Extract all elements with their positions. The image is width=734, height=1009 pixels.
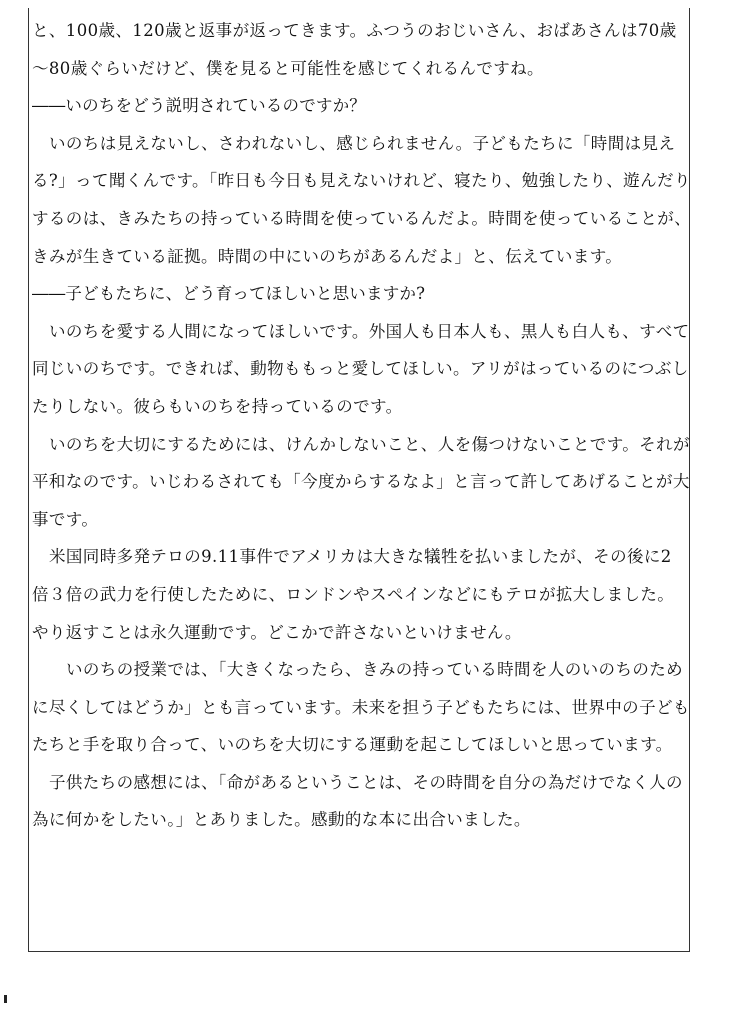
text-line: いのちの授業では、「大きくなったら、きみの持っている時間を人のいのちのため [66,660,684,680]
text-line: 同じいのちです。できれば、動物ももっと愛してほしい。アリがはっているのにつぶし [32,359,689,379]
scan-artifact-mark [4,995,7,1003]
text-line: いのちは見えないし、さわれないし、感じられません。子どもたちに「時間は見え [49,133,676,153]
text-line: いのちを大切にするためには、けんかしないこと、人を傷つけないことです。それが [49,434,690,454]
text-line: 倍３倍の武力を行使したために、ロンドンやスペインなどにもテロが拡大しました。 [32,584,675,604]
text-line: やり返すことは永久運動です。どこかで許さないといけません。 [32,622,522,642]
text-line: きみが生きている証拠。時間の中にいのちがあるんだよ」と、伝えています。 [32,246,623,266]
text-line: 平和なのです。いじわるされても「今度からするなよ」と言って許してあげることが大 [32,472,690,492]
text-line: たちと手を取り合って、いのちを大切にする運動を起こしてほしいと思っています。 [32,735,673,755]
text-line: 事です。 [32,509,99,529]
text-line: たりしない。彼らもいのちを持っているのです。 [32,396,403,416]
text-line: 為に何かをしたい。」とありました。感動的な本に出合いました。 [32,810,531,830]
text-line: 米国同時多発テロの9.11事件でアメリカは大きな犠牲を払いましたが、その後に2 [49,547,672,567]
interview-question: ――子どもたちに、どう育ってほしいと思いますか? [32,284,426,304]
text-line: に尽くしてはどうか」とも言っています。未来を担う子どもたちには、世界中の子ども [32,697,690,717]
text-line: 子供たちの感想には、「命があるということは、その時間を自分の為だけでなく人の [49,772,683,792]
text-line: と、100歳、120歳と返事が返ってきます。ふつうのおじいさん、おばあさんは70歳 [32,21,677,40]
interview-question: ――いのちをどう説明されているのですか？ [32,96,366,116]
text-line: するのは、きみたちの持っている時間を使っているんだよ。時間を使っていることが、 [32,208,692,228]
text-line: いのちを愛する人間になってほしいです。外国人も日本人も、黒人も白人も、すべて [49,321,690,341]
text-line: る?」って聞くんです。「昨日も今日も見えないけれど、寝たり、勉強したり、遊んだり [32,171,691,191]
document-body [32,12,692,839]
text-line: ～80歳ぐらいだけど、僕を見ると可能性を感じてくれるんですね。 [32,58,544,78]
